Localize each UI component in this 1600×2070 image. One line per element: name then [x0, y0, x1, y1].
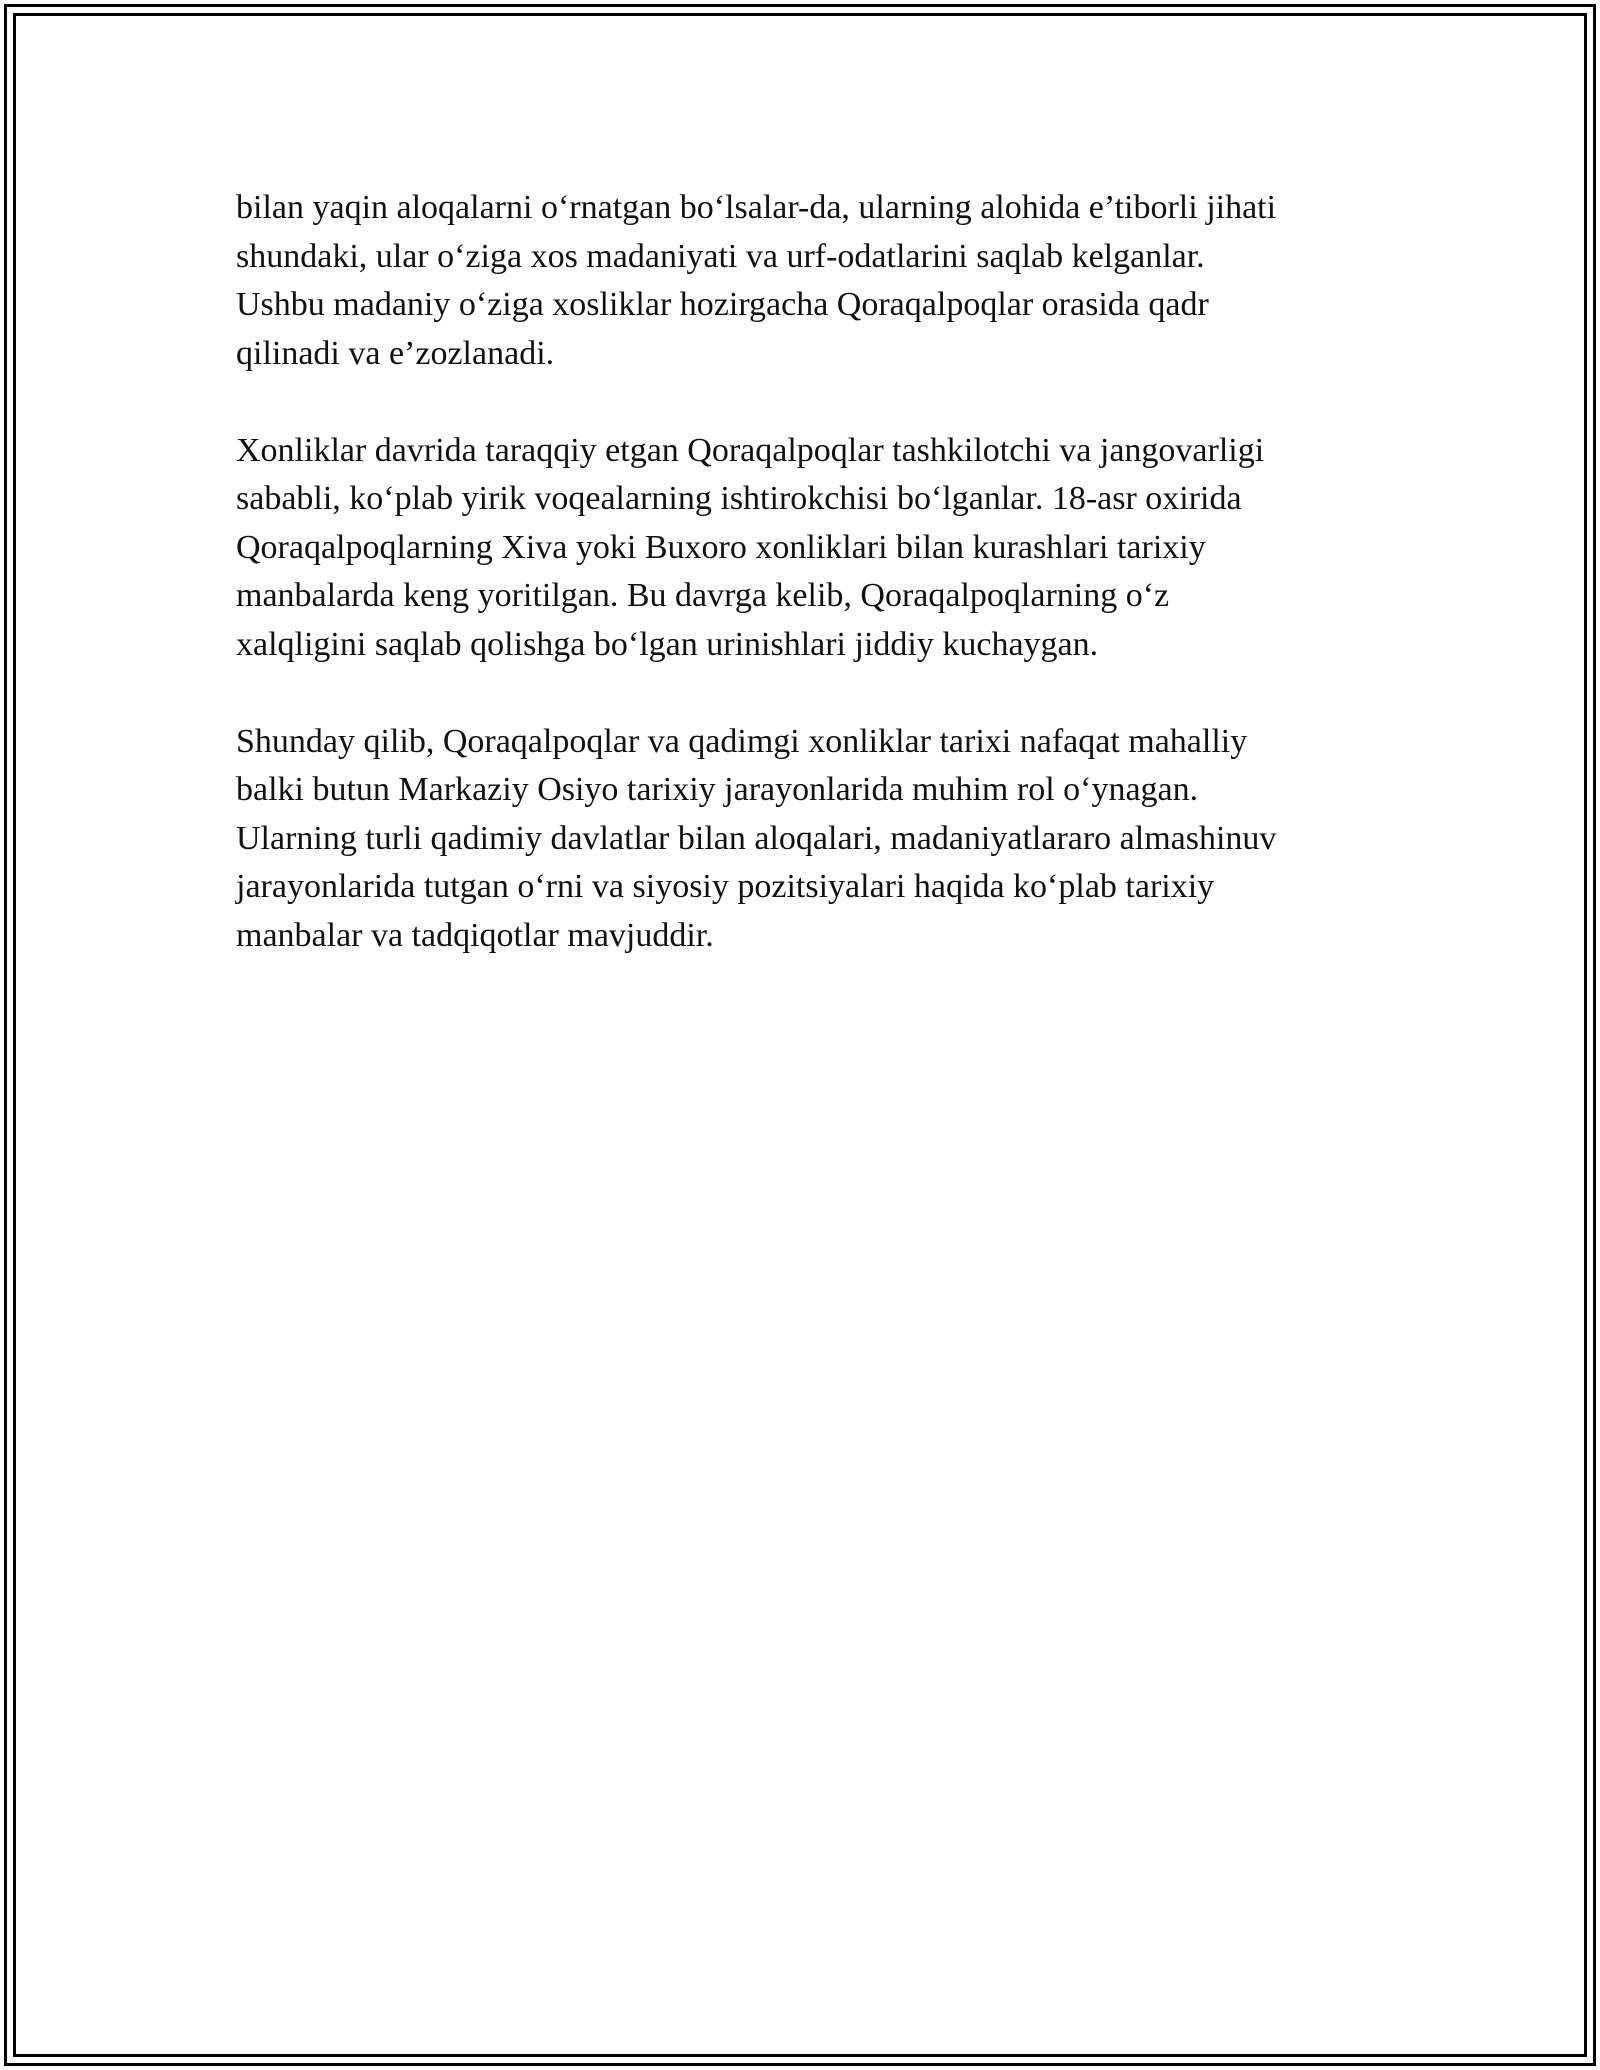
paragraph-1: bilan yaqin aloqalarni o‘rnatgan bo‘lsalar-da, ularning alohida e’tiborli jihati shundaki, ular o‘ziga xos madaniyati va urf-odatlarini saqlab kelganlar. Ushbu madaniy o‘ziga xosliklar hozirgacha Qoraqalpoqlar orasida qadr qilinadi va e’zozlanadi.	[236, 189, 1277, 372]
document-body	[236, 184, 1376, 1009]
paragraph-3: Shunday qilib, Qoraqalpoqlar va qadimgi xonliklar tarixi nafaqat mahalliy balki butun Markaziy Osiyo tarixiy jarayonlarida muhim rol o‘ynagan. Ularning turli qadimiy davlatlar bilan aloqalari, madaniyatlararo almashinuv jarayonlarida tutgan o‘rni va siyosiy pozitsiyalari haqida ko‘plab tarixiy manbalar va tadqiqotlar mavjuddir.	[236, 722, 1277, 954]
paragraph-2: Xonliklar davrida taraqqiy etgan Qoraqalpoqlar tashkilotchi va jangovarligi sababli, ko‘plab yirik voqealarning ishtirokchisi bo‘lganlar. 18-asr oxirida Qoraqalpoqlarning Xiva yoki Buxoro xonliklari bilan kurashlari tarixiy manbalarda keng yoritilgan. Bu davrga kelib, Qoraqalpoqlarning o‘z xalqligini saqlab qolishga bo‘lgan urinishlari jiddiy kuchaygan.	[236, 431, 1265, 663]
